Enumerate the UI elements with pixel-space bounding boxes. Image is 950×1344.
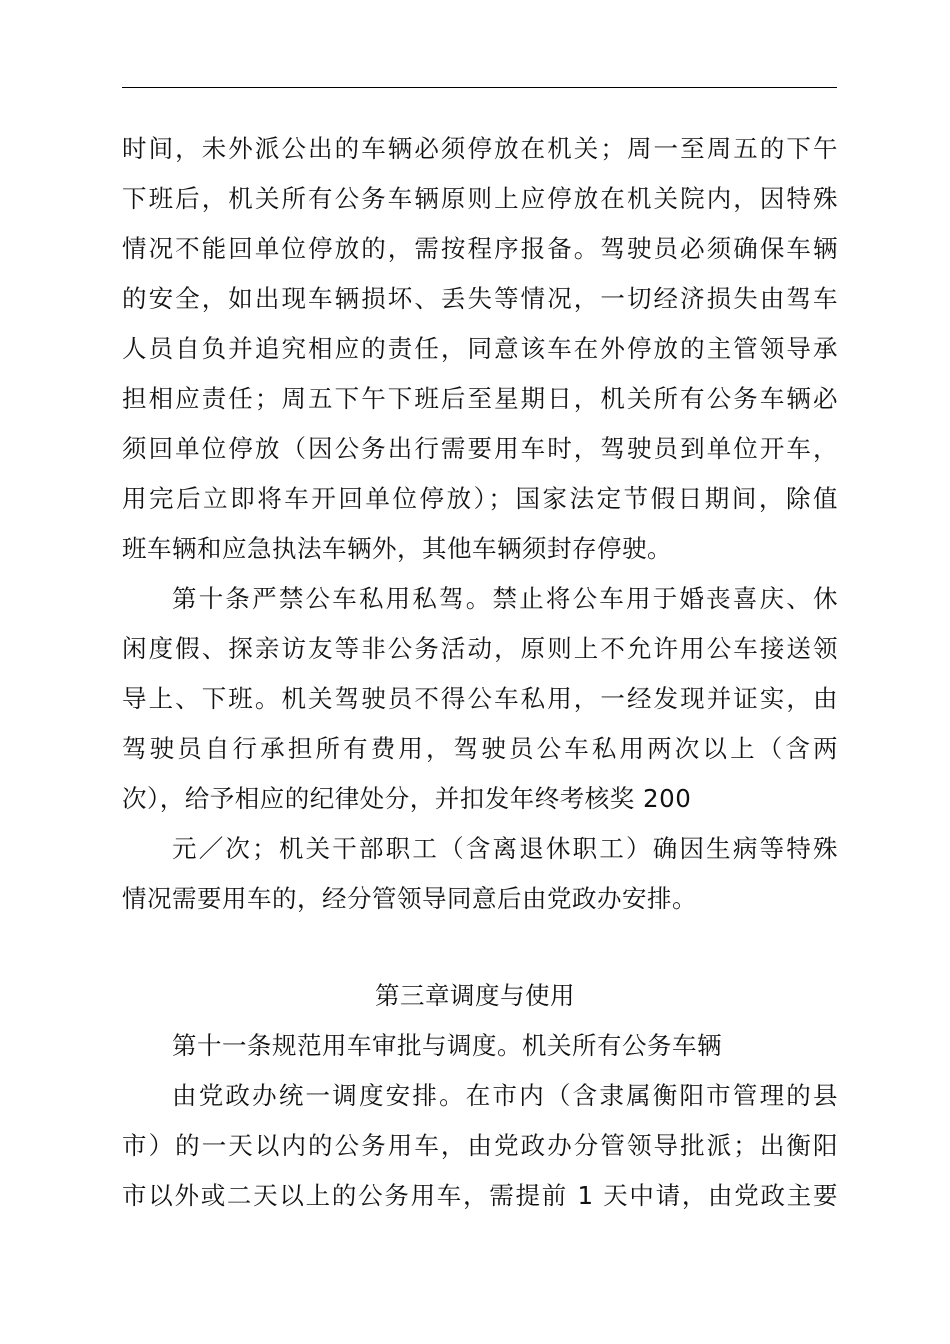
chapter-heading: 第三章调度与使用 [375,981,575,1010]
text-line: 情况需要用车的，经分管领导同意后由党政办安排。 [122,884,697,913]
text-line: 人员自负并追究相应的责任，同意该车在外停放的主管领导承 [122,334,838,363]
text-line: 班车辆和应急执法车辆外，其他车辆须封存停驶。 [122,534,672,563]
text-line: 时间，未外派公出的车辆必须停放在机关；周一至周五的下午 [122,134,838,163]
text-line: 次），给予相应的纪律处分，并扣发年终考核奖 200 [122,784,692,813]
text-line: 市）的一天以内的公务用车，由党政办分管领导批派；出衡阳 [122,1131,838,1160]
text-line: 用完后立即将车开回单位停放）；国家法定节假日期间，除值 [122,484,838,513]
article-11-first-line: 第十一条规范用车审批与调度。机关所有公务车辆 [172,1031,722,1060]
article-10-first-line: 第十条严禁公车私用私驾。禁止将公车用于婚丧喜庆、休 [172,584,838,613]
text-line: 导上、下班。机关驾驶员不得公车私用，一经发现并证实，由 [122,684,838,713]
text-line: 驾驶员自行承担所有费用，驾驶员公车私用两次以上（含两 [122,734,838,763]
text-line: 担相应责任；周五下午下班后至星期日，机关所有公务车辆必 [122,384,838,413]
header-rule [122,87,837,88]
text-line: 下班后，机关所有公务车辆原则上应停放在机关院内，因特殊 [122,184,838,213]
text-line: 元／次；机关干部职工（含离退休职工）确因生病等特殊 [172,834,838,863]
text-line: 须回单位停放（因公务出行需要用车时，驾驶员到单位开车， [122,434,838,463]
text-line: 由党政办统一调度安排。在市内（含隶属衡阳市管理的县 [172,1081,838,1110]
text-line: 的安全，如出现车辆损坏、丢失等情况，一切经济损失由驾车 [122,284,838,313]
text-line: 市以外或二天以上的公务用车，需提前 1 天中请，由党政主要 [122,1181,838,1210]
text-line: 情况不能回单位停放的，需按程序报备。驾驶员必须确保车辆 [122,234,838,263]
text-line: 闲度假、探亲访友等非公务活动，原则上不允许用公车接送领 [122,634,838,663]
